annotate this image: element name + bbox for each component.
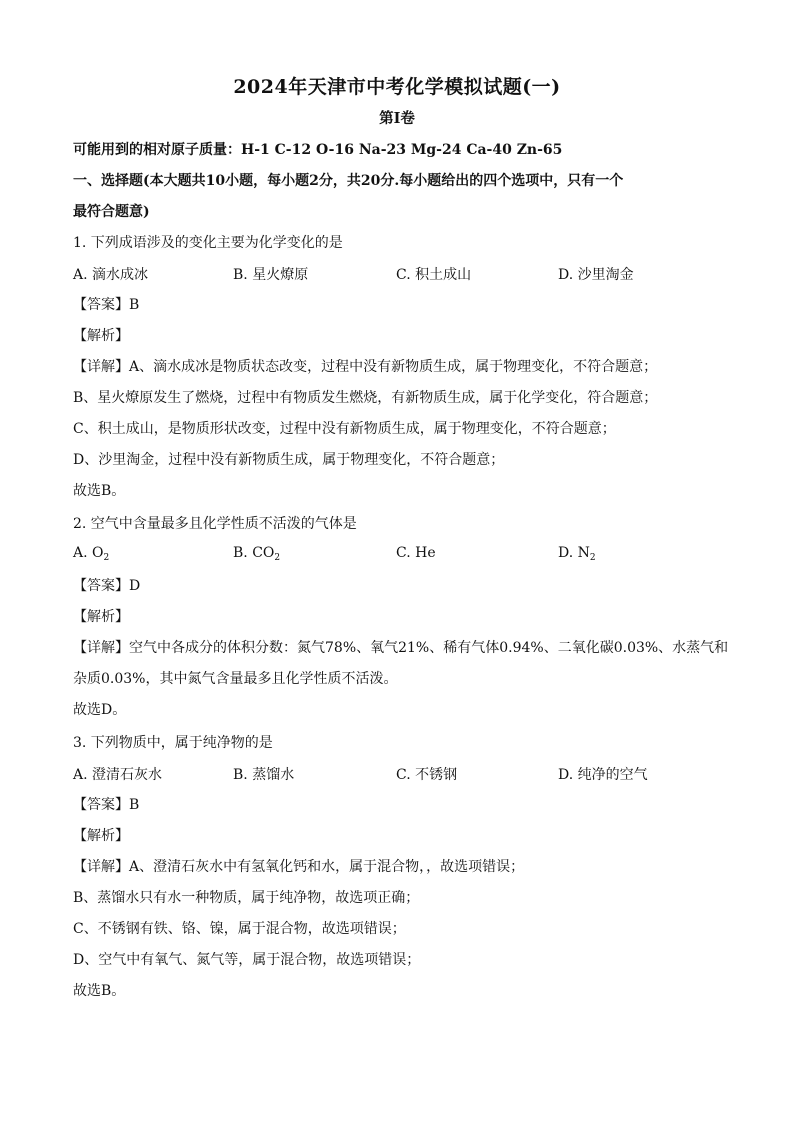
question-1-detail-line: 【详解】A、滴水成冰是物质状态改变，过程中没有新物质生成，属于物理变化，不符合题意； xyxy=(73,359,658,375)
question-1-option-d: D. 沙里淘金 xyxy=(558,267,634,283)
question-3-detail-line: D、空气中有氧气、氮气等，属于混合物，故选项错误； xyxy=(73,952,421,968)
question-1-analysis-label: 【解析】 xyxy=(73,328,129,344)
section-heading-line-2: 最符合题意) xyxy=(73,204,150,220)
question-2-option-c: C. He xyxy=(396,545,436,561)
question-3-option-b: B. 蒸馏水 xyxy=(233,767,295,783)
question-1-detail-line: D、沙里淘金，过程中没有新物质生成，属于物理变化，不符合题意； xyxy=(73,452,505,468)
section-heading-line-1: 一、选择题(本大题共10小题，每小题2分，共20分.每小题给出的四个选项中，只有一个 xyxy=(73,173,624,189)
question-3-detail-line: C、不锈钢有铁、铬、镍，属于混合物，故选项错误； xyxy=(73,921,406,937)
question-3-answer: 【答案】B xyxy=(73,797,140,813)
question-2-option-a: A. $O_2$ xyxy=(73,545,110,563)
question-1-option-b: B. 星火燎原 xyxy=(233,267,309,283)
question-1-option-a: A. 滴水成冰 xyxy=(73,267,149,283)
question-2-stem: 2. 空气中含量最多且化学性质不活泼的气体是 xyxy=(73,516,357,532)
question-2-detail-line: 杂质0.03%，其中氮气含量最多且化学性质不活泼。 xyxy=(73,671,398,687)
question-1-conclusion: 故选B。 xyxy=(73,483,126,499)
question-1-detail-line: B、星火燎原发生了燃烧，过程中有物质发生燃烧，有新物质生成，属于化学变化，符合题意； xyxy=(73,390,658,406)
question-2-options xyxy=(73,545,733,565)
question-1-answer: 【答案】B xyxy=(73,297,140,313)
question-1-option-c: C. 积土成山 xyxy=(396,267,472,283)
question-1-options xyxy=(73,264,733,284)
volume-heading: 第Ⅰ卷 xyxy=(379,110,415,127)
question-3-option-c: C. 不锈钢 xyxy=(396,767,458,783)
question-2-analysis-label: 【解析】 xyxy=(73,609,129,625)
question-1-stem: 1. 下列成语涉及的变化主要为化学变化的是 xyxy=(73,235,343,251)
question-2-conclusion: 故选D。 xyxy=(73,702,127,718)
question-2-answer: 【答案】D xyxy=(73,578,141,594)
exam-title: 2024年天津市中考化学模拟试题(一) xyxy=(233,76,561,98)
question-3-stem: 3. 下列物质中，属于纯净物的是 xyxy=(73,735,273,751)
question-1-detail-line: C、积土成山，是物质形状改变，过程中没有新物质生成，属于物理变化，不符合题意； xyxy=(73,421,616,437)
question-3-detail-line: B、蒸馏水只有水一种物质，属于纯净物，故选项正确； xyxy=(73,890,420,906)
question-2-detail-line: 【详解】空气中各成分的体积分数：氮气78%、氧气21%、稀有气体0.94%、二氧化碳0.03%、水蒸气和 xyxy=(73,640,729,656)
question-2-option-b: B. $CO_2$ xyxy=(233,545,281,563)
question-3-detail-line: 【详解】A、澄清石灰水中有氢氧化钙和水，属于混合物，，故选项错误； xyxy=(73,859,525,875)
question-2-option-d: D. $N_2$ xyxy=(558,545,596,563)
question-3-analysis-label: 【解析】 xyxy=(73,828,129,844)
question-3-options xyxy=(73,764,733,784)
atomic-mass-line: 可能用到的相对原子质量：H-1 C-12 O-16 Na-23 Mg-24 Ca-40 Zn-65 xyxy=(73,142,563,158)
question-3-option-d: D. 纯净的空气 xyxy=(558,767,648,783)
question-3-option-a: A. 澄清石灰水 xyxy=(73,767,163,783)
question-3-conclusion: 故选B。 xyxy=(73,983,126,999)
